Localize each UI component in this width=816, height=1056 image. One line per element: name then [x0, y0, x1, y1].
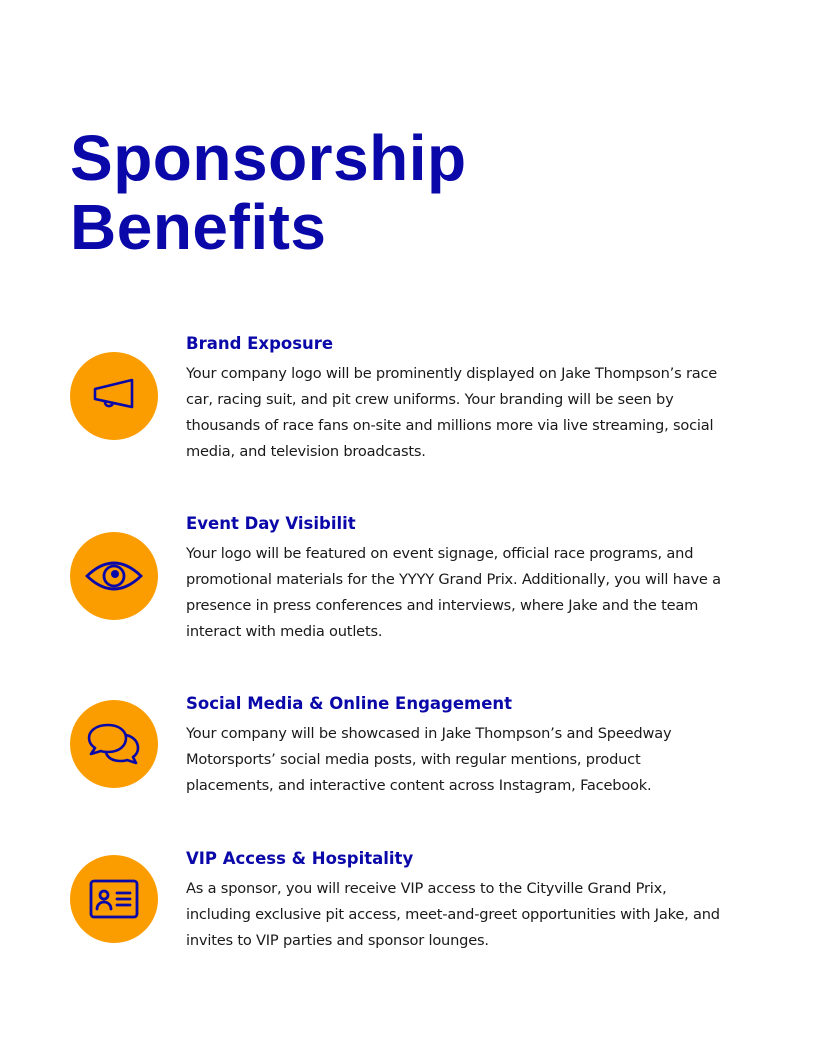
- page-title: [70, 124, 467, 262]
- benefit-description: Your logo will be featured on event signage, official race programs, and promotional materials for the YYYY Grand Prix. Additionally, you will have a presence in press conferences and interviews, where Jake and the team interact with media outlets.: [186, 545, 721, 640]
- benefit-description: As a sponsor, you will receive VIP access to the Cityville Grand Prix, including exclusive pit access, meet-and-greet opportunities with Jake, and invites to VIP parties and sponsor lounges.: [186, 880, 720, 949]
- title-line-1: Sponsorship: [70, 122, 467, 194]
- benefit-description: Your company will be showcased in Jake Thompson’s and Speedway Motorsports’ social media posts, with regular mentions, product placements, and interactive content across Instagram, Facebook.: [186, 725, 672, 794]
- title-line-2: Benefits: [70, 191, 327, 263]
- benefit-heading: Brand Exposure: [186, 334, 334, 353]
- id-card-icon: [70, 855, 158, 943]
- benefit-heading: Event Day Visibilit: [186, 514, 356, 533]
- eye-icon: [70, 532, 158, 620]
- chat-bubbles-icon: [70, 700, 158, 788]
- benefit-heading: VIP Access & Hospitality: [186, 849, 414, 868]
- benefit-heading: Social Media & Online Engagement: [186, 694, 513, 713]
- benefit-description: Your company logo will be prominently displayed on Jake Thompson’s race car, racing suit, and pit crew uniforms. Your branding will be seen by thousands of race fans on-site and millions more via live streaming, social media, and television broadcasts.: [186, 365, 718, 460]
- megaphone-icon: [70, 352, 158, 440]
